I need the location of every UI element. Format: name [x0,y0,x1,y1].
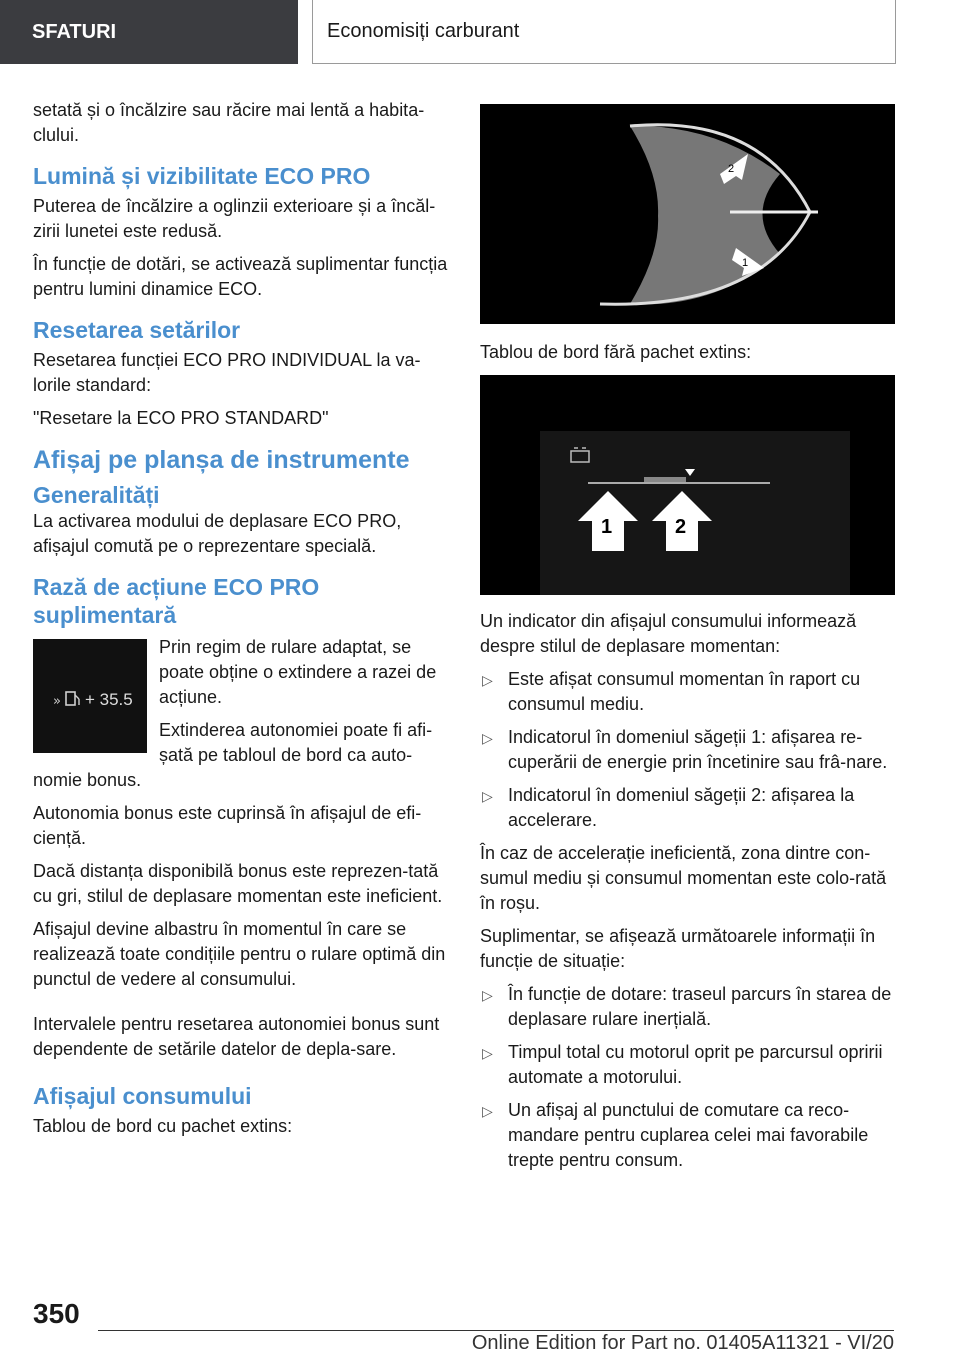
paragraph: Resetarea funcției ECO PRO INDIVIDUAL la va-lorile standard: [33,350,421,395]
svg-text:2: 2 [675,516,687,538]
footer-divider [98,1330,894,1331]
header-title-box [312,0,896,64]
triangle-bullet-icon: ▷ [482,788,493,804]
range-value: + 35.5 [85,690,133,709]
list-item: ▷ Un afișaj al punctului de comutare ca reco-mandare pentru cuplarea celei mai favorabile trepte pentru consum. [482,1100,869,1170]
paragraph: Suplimentar, se afișează următoarele informații în funcție de situație: [480,926,876,971]
heading-afisaj: Afișaj pe planșa de instrumente [33,446,410,474]
heading-raza: Rază de acțiune ECO PRO suplimentară [33,574,320,628]
list-item: ▷ Indicatorul în domeniul săgeții 1: afișarea re-cuperării de energie prin încetinire sau frâ-nare. [482,727,888,772]
svg-text:2: 2 [728,163,735,175]
paragraph: Intervalele pentru resetarea autonomiei bonus sunt dependente de setările datelor de depla-sare. [33,1014,440,1059]
svg-text:1: 1 [742,257,749,269]
left-column [33,98,448,1147]
list-item: ▷ Este afișat consumul momentan în raport cu consumul mediu. [482,669,861,714]
paragraph: Puterea de încălzire a oglinzii exterioare și a încăl-zirii lunetei este redusă. [33,196,436,241]
list-item: ▷ Indicatorul în domeniul săgeții 2: afișarea la accelerare. [482,785,855,830]
triangle-bullet-icon: ▷ [482,672,493,688]
paragraph: În funcție de dotări, se activează suplimentar funcția pentru lumini dinamice ECO. [33,254,448,299]
triangle-bullet-icon: ▷ [482,1045,493,1061]
heading-consum: Afișajul consumului [33,1083,252,1109]
page-number: 350 [33,1298,80,1329]
paragraph: "Resetare la ECO PRO STANDARD" [33,408,329,428]
paragraph: Extinderea autonomiei poate fi afi-șată pe tabloul de bord ca auto-nomie bonus. [33,720,433,790]
triangle-bullet-icon: ▷ [482,987,493,1003]
header-section [0,0,298,64]
extended-dashboard-image [480,104,895,324]
chevron-icon: » [53,694,61,709]
heading-generalitati: Generalități [33,482,160,508]
right-column [480,104,895,1181]
header-section-label: SFATURI [32,20,117,43]
bullet-list-1 [480,667,895,833]
heading-lumina: Lumină și vizibilitate ECO PRO [33,163,371,189]
paragraph: Prin regim de rulare adaptat, se poate obține o extindere a razei de acțiune. [159,637,437,707]
paragraph: Tablou de bord cu pachet extins: [33,1116,293,1136]
paragraph: Un indicator din afișajul consumului informează despre stilul de deplasare momentan: [480,611,857,656]
standard-dashboard-image [480,375,895,595]
paragraph: Afișajul devine albastru în momentul în care se realizează toate condițiile pentru o rulare optimă din punctul de vedere al consumului. [33,919,446,989]
triangle-bullet-icon: ▷ [482,1103,493,1119]
range-display-image [33,639,147,753]
heading-resetare: Resetarea setărilor [33,317,241,343]
list-item: ▷ Timpul total cu motorul oprit pe parcursul opririi automate a motorului. [482,1042,883,1087]
triangle-bullet-icon: ▷ [482,730,493,746]
paragraph: Tablou de bord fără pachet extins: [480,342,752,362]
bullet-list-2 [480,982,895,1173]
header-title: Economisiți carburant [327,20,520,42]
paragraph: În caz de accelerație ineficientă, zona dintre con-sumul mediu și consumul momentan este colo-rată în roșu. [480,843,887,913]
svg-text:1: 1 [601,516,613,538]
paragraph: La activarea modului de deplasare ECO PRO, afișajul comută pe o reprezentare specială. [33,511,402,556]
list-item: ▷ În funcție de dotare: traseul parcurs în starea de deplasare rulare inerțială. [482,984,892,1029]
footer-edition: Online Edition for Part no. 01405A11321 - VI/20 [471,1332,894,1354]
paragraph: setată și o încălzire sau răcire mai lentă a habita-clului. [33,100,425,145]
paragraph: Dacă distanța disponibilă bonus este reprezen-tată cu gri, stilul de deplasare momentan este ineficient. [33,861,443,906]
paragraph: Autonomia bonus este cuprinsă în afișajul de efi-ciență. [33,803,422,848]
